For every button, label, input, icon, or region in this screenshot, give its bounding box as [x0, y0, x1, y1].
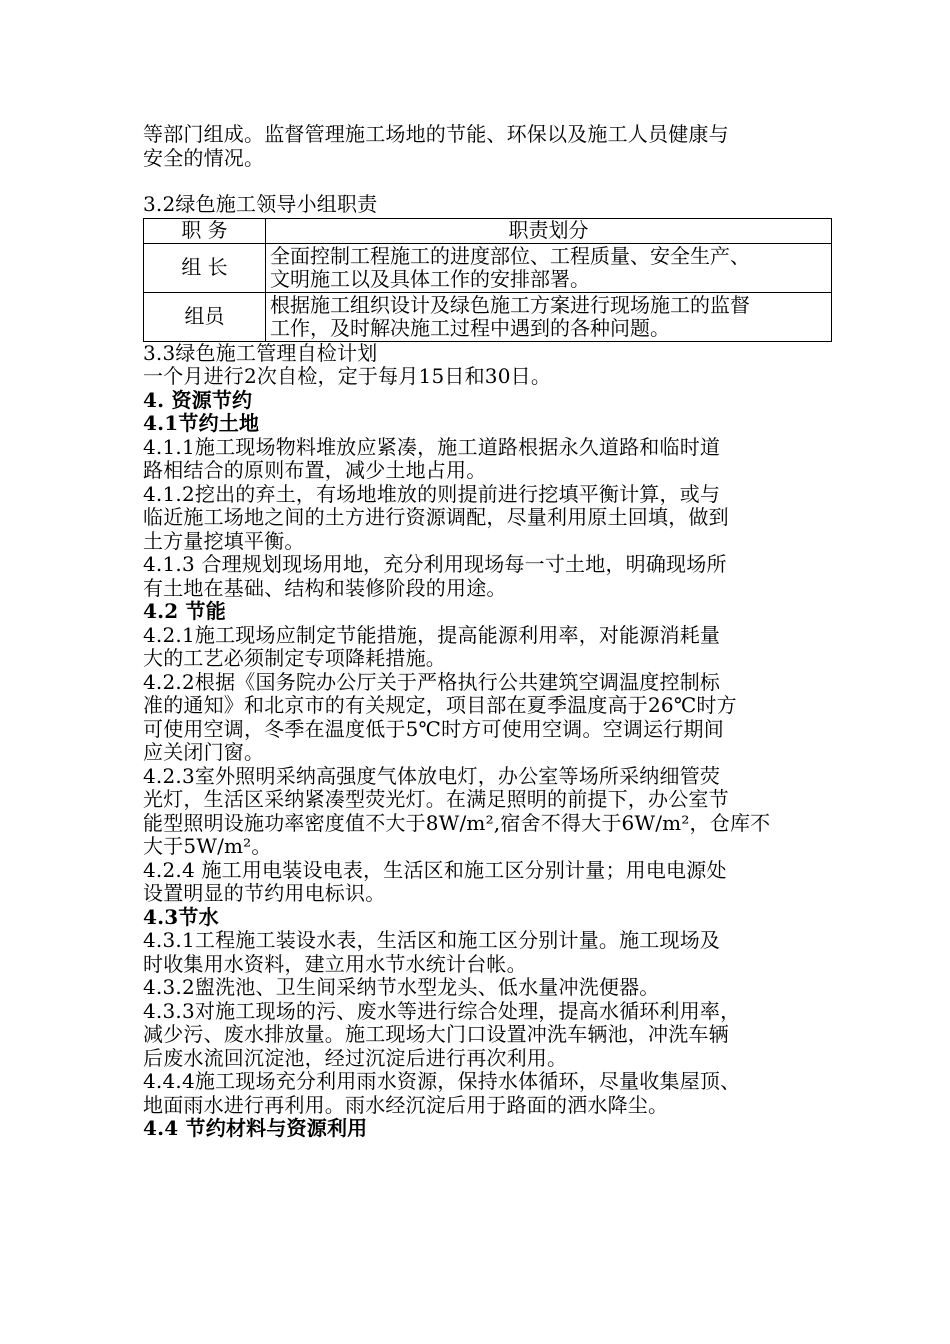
table-row [144, 292, 832, 341]
body-line: 4.1.1施工现场物料堆放应紧凑，施工道路根据永久道路和临时道 [143, 434, 721, 459]
body-line: 应关闭门窗。 [143, 740, 265, 764]
body-line: 4.2.2根据《国务院办公厅关于严格执行公共建筑空调温度控制标 [143, 669, 721, 694]
duty-cell [266, 243, 832, 292]
body-line: 设置明显的节约用电标识。 [143, 881, 386, 905]
paragraph-gap [143, 170, 833, 193]
body-line: 准的通知》和北京市的有关规定，项目部在夏季温度高于26℃时方 [143, 693, 737, 717]
body-line: 光灯，生活区采纳紧凑型荧光灯。在满足照明的前提下，办公室节 [143, 787, 729, 811]
heading-4: 4. 资源节约 [143, 387, 253, 412]
heading-4-1: 4.1节约土地 [143, 411, 260, 435]
body-line: 4.1.3 合理规划现场用地，充分利用现场每一寸土地，明确现场所 [143, 552, 727, 576]
body-line: 能型照明设施功率密度值不大于8W/m²,宿舍不得大于6W/m²，仓库不 [143, 810, 771, 835]
table-header-row [144, 218, 832, 243]
intro-line-1: 等部门组成。监督管理施工场地的节能、环保以及施工人员健康与 [143, 122, 729, 146]
body-line: 一个月进行2次自检，定于每月15日和30日。 [143, 364, 552, 388]
duty-line: 工作，及时解决施工过程中遇到的各种问题。 [270, 315, 670, 340]
intro-line-2: 安全的情况。 [143, 145, 265, 170]
body-line: 大于5W/m²。 [143, 834, 272, 858]
body-line: 4.2.1施工现场应制定节能措施，提高能源利用率，对能源消耗量 [143, 622, 721, 647]
table-row [144, 243, 832, 292]
duty-cell [266, 292, 832, 341]
body-line: 大的工艺必须制定专项降耗措施。 [143, 646, 446, 670]
heading-4-3: 4.3节水 [143, 904, 219, 929]
body-text [143, 342, 833, 1141]
body-line: 临近施工场地之间的土方进行资源调配，尽量利用原土回填，做到 [143, 505, 729, 529]
heading-4-2: 4.2 节能 [143, 599, 226, 623]
section-3-3-title: 3.3绿色施工管理自检计划 [143, 340, 378, 365]
document-page [143, 123, 833, 1141]
body-line: 时收集用水资料，建立用水节水统计台帐。 [143, 951, 527, 976]
duty-line: 根据施工组织设计及绿色施工方案进行现场施工的监督 [270, 292, 750, 317]
body-line: 4.2.3室外照明采纳高强度气体放电灯，办公室等场所采纳细管荧 [143, 763, 721, 788]
duty-line: 文明施工以及具体工作的安排部署。 [270, 266, 590, 291]
body-line: 地面雨水进行再利用。雨水经沉淀后用于路面的洒水降尘。 [143, 1092, 669, 1117]
role-cell: 组员 [144, 292, 266, 341]
body-line: 4.3.3对施工现场的污、废水等进行综合处理，提高水循环利用率， [143, 998, 741, 1023]
body-line: 减少污、废水排放量。施工现场大门口设置冲洗车辆池，冲洗车辆 [143, 1022, 729, 1046]
duty-line: 全面控制工程施工的进度部位、工程质量、安全生产、 [270, 243, 750, 268]
body-line: 4.2.4 施工用电装设电表，生活区和施工区分别计量；用电电源处 [143, 857, 727, 882]
body-line: 后废水流回沉淀池，经过沉淀后进行再次利用。 [143, 1045, 568, 1070]
section-3-2-title: 3.2绿色施工领导小组职责 [143, 192, 378, 216]
duty-table [143, 218, 832, 342]
body-line: 路相结合的原则布置，减少土地占用。 [143, 458, 487, 482]
body-line: 4.1.2挖出的弃土，有场地堆放的则提前进行挖填平衡计算，或与 [143, 481, 721, 506]
header-role: 职 务 [144, 218, 266, 243]
role-cell: 组 长 [144, 243, 266, 292]
body-line: 土方量挖填平衡。 [143, 528, 305, 553]
body-line: 可使用空调，冬季在温度低于5℃时方可使用空调。空调运行期间 [143, 716, 724, 741]
header-duty: 职责划分 [266, 218, 832, 243]
body-line: 4.3.2盥洗池、卫生间采纳节水型龙头、低水量冲洗便器。 [143, 975, 660, 999]
body-line: 4.4.4施工现场充分利用雨水资源，保持水体循环，尽量收集屋顶、 [143, 1069, 741, 1093]
heading-4-4: 4.4 节约材料与资源利用 [143, 1116, 368, 1140]
body-line: 有土地在基础、结构和装修阶段的用途。 [143, 575, 507, 600]
body-line: 4.3.1工程施工装设水表，生活区和施工区分别计量。施工现场及 [143, 928, 721, 952]
